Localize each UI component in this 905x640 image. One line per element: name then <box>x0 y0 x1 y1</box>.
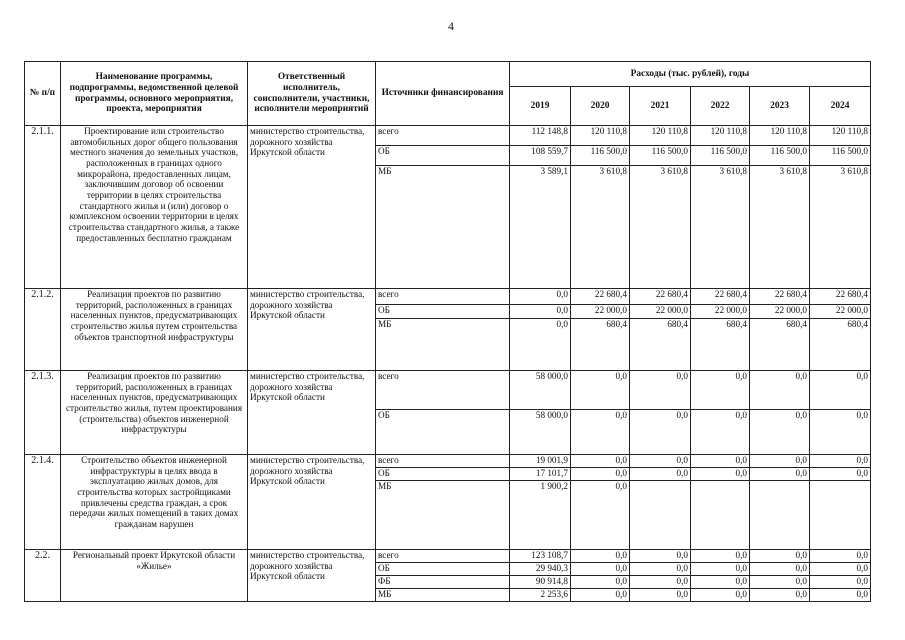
value-cell: 0,0 <box>510 305 571 319</box>
source-label: ОБ <box>376 305 510 319</box>
value-cell <box>810 481 871 550</box>
source-label: всего <box>376 371 510 410</box>
value-cell: 0,0 <box>691 410 750 455</box>
value-cell: 0,0 <box>571 563 630 576</box>
value-cell: 120 110,8 <box>810 126 871 146</box>
value-cell: 58 000,0 <box>510 371 571 410</box>
value-cell: 22 000,0 <box>571 305 630 319</box>
source-label: всего <box>376 550 510 563</box>
value-cell: 90 914,8 <box>510 576 571 589</box>
value-cell: 680,4 <box>691 319 750 371</box>
value-cell: 0,0 <box>750 589 810 602</box>
value-cell: 19 001,9 <box>510 455 571 468</box>
source-label: ОБ <box>376 146 510 166</box>
value-cell: 0,0 <box>750 576 810 589</box>
value-cell <box>691 481 750 550</box>
value-cell: 0,0 <box>691 371 750 410</box>
header-year: 2024 <box>810 87 871 126</box>
value-cell: 680,4 <box>750 319 810 371</box>
header-year: 2021 <box>630 87 691 126</box>
value-cell: 0,0 <box>810 410 871 455</box>
value-cell <box>630 481 691 550</box>
value-cell: 3 610,8 <box>630 166 691 289</box>
table-row <box>25 455 871 468</box>
value-cell: 0,0 <box>810 550 871 563</box>
value-cell: 0,0 <box>571 371 630 410</box>
row-number: 2.1.3. <box>25 371 61 455</box>
financing-table <box>24 61 871 602</box>
value-cell <box>750 481 810 550</box>
value-cell: 0,0 <box>630 550 691 563</box>
value-cell: 0,0 <box>810 468 871 481</box>
value-cell: 3 610,8 <box>691 166 750 289</box>
value-cell: 0,0 <box>630 371 691 410</box>
value-cell: 120 110,8 <box>630 126 691 146</box>
value-cell: 22 680,4 <box>691 289 750 305</box>
row-number: 2.1.4. <box>25 455 61 550</box>
header-year: 2022 <box>691 87 750 126</box>
value-cell: 123 108,7 <box>510 550 571 563</box>
page-number: 4 <box>448 19 454 33</box>
value-cell: 0,0 <box>750 468 810 481</box>
header-num: № п/п <box>25 62 61 126</box>
value-cell: 22 680,4 <box>571 289 630 305</box>
value-cell: 120 110,8 <box>691 126 750 146</box>
source-label: ФБ <box>376 576 510 589</box>
value-cell: 22 680,4 <box>750 289 810 305</box>
value-cell: 22 000,0 <box>630 305 691 319</box>
row-number: 2.2. <box>25 550 61 602</box>
value-cell: 0,0 <box>630 576 691 589</box>
value-cell: 0,0 <box>571 481 630 550</box>
value-cell: 22 680,4 <box>810 289 871 305</box>
value-cell: 0,0 <box>630 455 691 468</box>
value-cell: 116 500,0 <box>630 146 691 166</box>
source-label: ОБ <box>376 563 510 576</box>
value-cell: 22 000,0 <box>750 305 810 319</box>
value-cell: 22 680,4 <box>630 289 691 305</box>
value-cell: 0,0 <box>691 576 750 589</box>
value-cell: 0,0 <box>630 589 691 602</box>
value-cell: 0,0 <box>691 455 750 468</box>
value-cell: 680,4 <box>810 319 871 371</box>
value-cell: 0,0 <box>510 319 571 371</box>
value-cell: 680,4 <box>571 319 630 371</box>
source-label: МБ <box>376 166 510 289</box>
source-label: ОБ <box>376 468 510 481</box>
value-cell: 0,0 <box>750 410 810 455</box>
source-label: МБ <box>376 319 510 371</box>
value-cell: 0,0 <box>691 589 750 602</box>
row-name: Региональный проект Иркутской области «Жилье» <box>61 550 248 602</box>
value-cell: 0,0 <box>630 410 691 455</box>
value-cell: 120 110,8 <box>750 126 810 146</box>
value-cell: 0,0 <box>810 589 871 602</box>
value-cell: 116 500,0 <box>750 146 810 166</box>
value-cell: 116 500,0 <box>810 146 871 166</box>
header-name: Наименование программы, подпрограммы, ведомственной целевой программы, основного мероприятия, проекта, мероприятия <box>61 62 248 126</box>
source-label: МБ <box>376 589 510 602</box>
value-cell: 112 148,8 <box>510 126 571 146</box>
value-cell: 22 000,0 <box>810 305 871 319</box>
value-cell: 0,0 <box>750 455 810 468</box>
source-label: всего <box>376 455 510 468</box>
value-cell: 0,0 <box>571 550 630 563</box>
value-cell: 108 559,7 <box>510 146 571 166</box>
row-responsible: министерство строительства, дорожного хозяйства Иркутской области <box>248 289 376 371</box>
value-cell: 22 000,0 <box>691 305 750 319</box>
header-expenses: Расходы (тыс. рублей), годы <box>510 62 871 87</box>
value-cell: 0,0 <box>810 371 871 410</box>
source-label: всего <box>376 289 510 305</box>
value-cell: 0,0 <box>510 289 571 305</box>
row-number: 2.1.2. <box>25 289 61 371</box>
row-name: Реализация проектов по развитию территорий, расположенных в границах населенных пунктов, предусматривающих строительство жилья, путем проектирования (строительства) объектов инженерной инфраструктуры <box>61 371 248 455</box>
value-cell: 116 500,0 <box>571 146 630 166</box>
value-cell: 0,0 <box>810 455 871 468</box>
row-responsible: министерство строительства, дорожного хозяйства Иркутской области <box>248 371 376 455</box>
value-cell: 0,0 <box>571 468 630 481</box>
header-year: 2020 <box>571 87 630 126</box>
value-cell: 17 101,7 <box>510 468 571 481</box>
row-responsible: министерство строительства, дорожного хозяйства Иркутской области <box>248 455 376 550</box>
value-cell: 0,0 <box>571 455 630 468</box>
row-number: 2.1.1. <box>25 126 61 289</box>
header-source: Источники финансирования <box>376 62 510 126</box>
value-cell: 1 900,2 <box>510 481 571 550</box>
source-label: ОБ <box>376 410 510 455</box>
value-cell: 0,0 <box>571 410 630 455</box>
source-label: всего <box>376 126 510 146</box>
header-year: 2019 <box>510 87 571 126</box>
value-cell: 116 500,0 <box>691 146 750 166</box>
row-responsible: министерство строительства, дорожного хозяйства Иркутской области <box>248 126 376 289</box>
table-row <box>25 371 871 410</box>
row-name: Проектирование или строительство автомобильных дорог общего пользования местного значения до земельных участков, расположенных в границах одного микрорайона, предоставленных лицам, заключившим договор об освоении территории в целях строительства стандартного жилья и (или) договор о комплексном освоении территории в целях строительства стандартного жилья, а также предоставленных бесплатно гражданам <box>61 126 248 289</box>
value-cell: 58 000,0 <box>510 410 571 455</box>
value-cell: 0,0 <box>630 563 691 576</box>
value-cell: 0,0 <box>691 550 750 563</box>
table-row <box>25 289 871 305</box>
value-cell: 29 940,3 <box>510 563 571 576</box>
value-cell: 3 589,1 <box>510 166 571 289</box>
value-cell: 0,0 <box>810 563 871 576</box>
value-cell: 680,4 <box>630 319 691 371</box>
row-name: Реализация проектов по развитию территорий, расположенных в границах населенных пунктов, предусматривающих строительство жилья путем строительства объектов транспортной инфраструктуры <box>61 289 248 371</box>
table-row <box>25 550 871 563</box>
value-cell: 0,0 <box>691 563 750 576</box>
value-cell: 0,0 <box>750 563 810 576</box>
value-cell: 0,0 <box>571 576 630 589</box>
value-cell: 0,0 <box>571 589 630 602</box>
source-label: МБ <box>376 481 510 550</box>
value-cell: 2 253,6 <box>510 589 571 602</box>
value-cell: 0,0 <box>691 468 750 481</box>
table-row <box>25 126 871 146</box>
value-cell: 3 610,8 <box>571 166 630 289</box>
value-cell: 0,0 <box>750 550 810 563</box>
header-responsible: Ответственный исполнитель, соисполнители, участники, исполнители мероприятий <box>248 62 376 126</box>
value-cell: 0,0 <box>810 576 871 589</box>
value-cell: 0,0 <box>750 371 810 410</box>
value-cell: 120 110,8 <box>571 126 630 146</box>
header-year: 2023 <box>750 87 810 126</box>
value-cell: 3 610,8 <box>750 166 810 289</box>
row-name: Строительство объектов инженерной инфраструктуры в целях ввода в эксплуатацию жилых домов, для строительства которых застройщиками привлечены средства граждан, а срок передачи жилых помещений в таких домах гражданам нарушен <box>61 455 248 550</box>
value-cell: 0,0 <box>630 468 691 481</box>
row-responsible: министерство строительства, дорожного хозяйства Иркутской области <box>248 550 376 602</box>
value-cell: 3 610,8 <box>810 166 871 289</box>
